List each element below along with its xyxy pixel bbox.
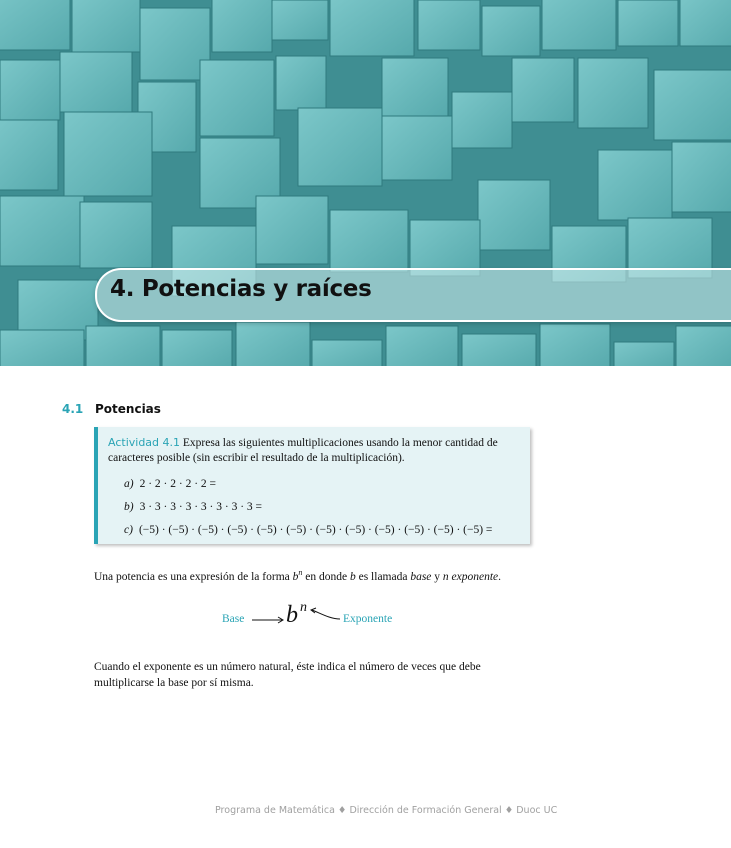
definition-text: Una potencia es una expresión de la forma <box>94 570 293 583</box>
item-label: a) <box>124 478 134 490</box>
item-expression: 2 · 2 · 2 · 2 · 2 = <box>139 478 217 490</box>
exponent-symbol: n <box>298 568 303 577</box>
activity-item <box>124 478 216 490</box>
definition-text: y <box>431 570 443 583</box>
activity-item <box>124 524 492 536</box>
base-term: base <box>410 570 432 583</box>
power-diagram <box>222 602 412 632</box>
base-symbol: b <box>292 570 299 583</box>
definition-paragraph <box>94 565 534 585</box>
exponent-label: Exponente <box>343 613 393 625</box>
exponent-term: exponente <box>448 570 499 583</box>
activity-instructions: Expresa las siguientes multiplicaciones usando la menor cantidad de caracteres posible (sin escribir el resultado de la multiplicación). <box>108 437 498 464</box>
base-symbol: b <box>349 570 356 583</box>
page-footer: Programa de Matemática ♦ Dirección de Formación General ♦ Duoc UC <box>215 805 558 816</box>
section-number: 4.1 <box>62 402 84 416</box>
item-label: b) <box>124 501 134 513</box>
activity-item <box>124 501 262 513</box>
item-label: c) <box>124 524 133 536</box>
item-expression: 3 · 3 · 3 · 3 · 3 · 3 · 3 · 3 = <box>139 501 263 513</box>
arrow-right-icon <box>252 614 286 626</box>
diagram-base-symbol: b <box>286 602 298 628</box>
activity-statement <box>108 435 526 466</box>
item-expression: (−5) · (−5) · (−5) · (−5) · (−5) · (−5) · (−5) · (−5) · (−5) · (−5) · (−5) · (−5) = <box>138 524 493 536</box>
diagram-exponent-symbol: n <box>300 600 307 615</box>
base-label: Base <box>222 613 245 625</box>
section-title: Potencias <box>95 402 161 416</box>
explanation-paragraph: Cuando el exponente es un número natural, éste indica el número de veces que debe multiplicarse la base por sí misma. <box>94 661 481 689</box>
chapter-title: 4. Potencias y raíces <box>110 276 372 302</box>
activity-label: Actividad 4.1 <box>108 436 181 449</box>
definition-text: en donde <box>302 570 350 583</box>
activity-box <box>94 427 530 544</box>
definition-text: . <box>498 570 502 583</box>
arrow-left-icon <box>310 607 342 621</box>
exponent-symbol: n <box>442 570 449 583</box>
definition-text: es llamada <box>355 570 411 583</box>
